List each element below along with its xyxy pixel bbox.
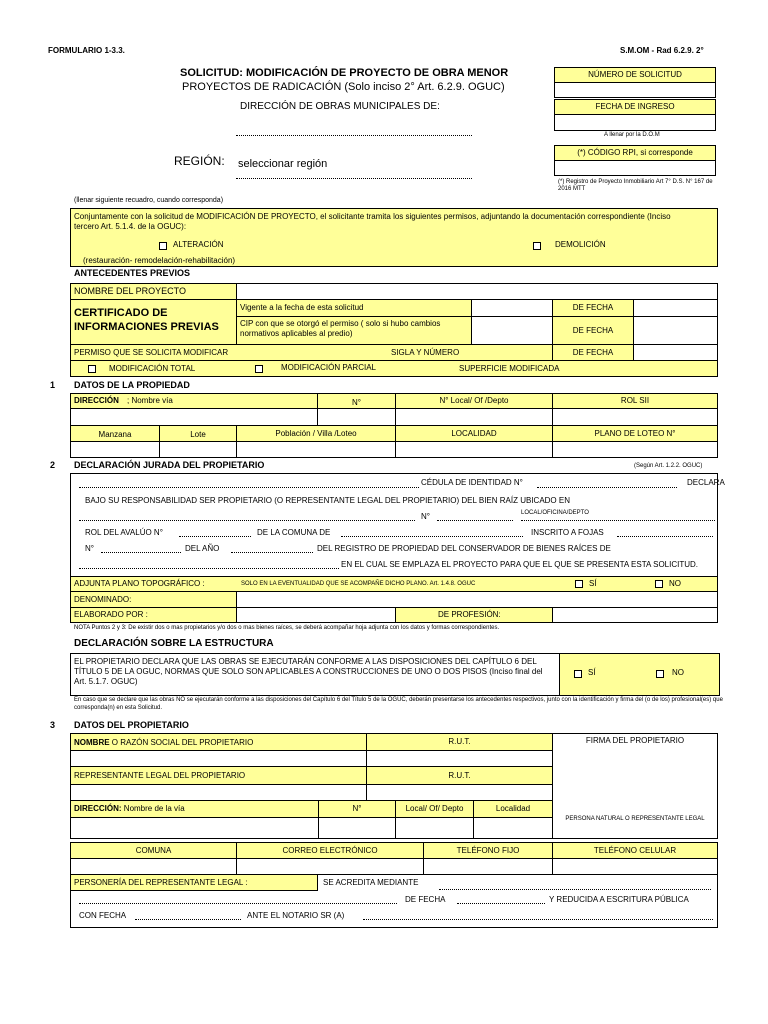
cip-vigente-fecha-field[interactable] [633,299,718,317]
cip-otorgo-fecha-label: DE FECHA [552,316,634,345]
cedula-line[interactable] [537,487,677,488]
cedula-label: CÉDULA DE IDENTIDAD N° [421,478,523,487]
local-propietario-field[interactable] [395,817,474,839]
section-3-number: 3 [50,720,56,730]
sigla-numero-label: SIGLA Y NÚMERO [391,348,460,357]
localidad-propietario-field[interactable] [473,817,553,839]
acredita-line[interactable] [439,889,711,890]
superficie-label: SUPERFICIE MODIFICADA [459,364,560,373]
firma-propietario-box[interactable] [552,733,718,839]
nombre-proyecto-label: NOMBRE DEL PROYECTO [70,283,237,300]
emplaza-text: EN EL CUAL SE EMPLAZA EL PROYECTO PARA QUE EL QUE SE PRESENTA ESTA SOLICITUD. [341,560,698,569]
rut-representante-field[interactable] [366,784,553,801]
direccion-bold: DIRECCIÓN: [74,804,122,813]
segun-note: (Según Art. 1.2.2. OGUC) [634,463,703,469]
rut-representante-label: R.U.T. [366,766,553,785]
fecha-ingreso-field[interactable] [554,114,716,131]
bajo-responsabilidad-text: BAJO SU RESPONSABILIDAD SER PROPIETARIO (O REPRESENTANTE LEGAL DEL PROPIETARIO) DEL BIEN RAÍZ UBICADO EN [85,496,570,505]
anio-line[interactable] [231,552,313,553]
nombre-via-label: ; Nombre vía [127,396,173,405]
comuna-label: DE LA COMUNA DE [257,528,331,537]
plano-si-checkbox[interactable] [575,580,583,588]
nota-puntos: NOTA Puntos 2 y 3: De existir dos o mas propietarios y/o dos o mas bienes raíces, se deberá acompañar hoja adjunta con los datos y formas correspondientes. [74,625,500,631]
cip-otorgo-fecha-field[interactable] [633,316,718,345]
personeria-fecha-line[interactable] [457,903,545,904]
declarante-line[interactable] [79,487,419,488]
plano-topografico-row [70,576,718,592]
telefono-celular-label: TELÉFONO CELULAR [552,842,718,859]
estructura-si-checkbox[interactable] [574,670,582,678]
section-3-title: DATOS DEL PROPIETARIO [74,720,189,730]
codigo-rpi-label: (*) CÓDIGO RPI, si corresponde [554,145,716,161]
con-fecha-line[interactable] [135,919,241,920]
declara-label: DECLARA [687,478,725,487]
denominado-label: DENOMINADO: [70,591,237,608]
direccion-propietario-label [70,800,319,818]
form-reference: S.M.OM - Rad 6.2.9. 2° [620,46,704,55]
nombre-bold: NOMBRE [74,738,110,747]
notario-line[interactable] [363,919,713,920]
estructura-no-label: NO [672,668,684,677]
nombre-via-prop-label: Nombre de la vía [121,804,185,813]
mod-parcial-checkbox[interactable] [255,365,263,373]
numero-field[interactable] [317,408,396,426]
numero-label: N° [317,393,396,409]
codigo-rpi-field[interactable] [554,160,716,176]
section-2-number: 2 [50,460,56,470]
poblacion-label: Población / Villa /Loteo [236,425,396,442]
lote-field[interactable] [159,441,237,458]
local-field[interactable] [395,408,553,426]
direccion-label-cell [70,393,318,409]
inscrito-fojas-label: INSCRITO A FOJAS [531,528,604,537]
notario-label: ANTE EL NOTARIO SR (A) [247,911,345,920]
persona-natural-label: PERSONA NATURAL O REPRESENTANTE LEGAL [565,816,705,822]
local-propietario-label: Local/ Of/ Depto [395,800,474,818]
razon-social-label: O RAZÓN SOCIAL DEL PROPIETARIO [109,738,254,747]
estructura-note: En caso que se declare que las obras NO se ejecutarán conforme a las disposiciones del Capítulo 6 del Título 5 de la OGUC, deberán presentarse los antecedentes respectivos, junto con la identificación y firma del (o de los) profesional(es) que corresponda(n) en esta Solicitud. [74,697,723,711]
estructura-no-checkbox[interactable] [656,670,664,678]
permiso-modificar-row [70,344,553,361]
fojas-line[interactable] [617,536,713,537]
cip-otorgo-field[interactable] [471,316,553,345]
mod-total-checkbox[interactable] [88,365,96,373]
profesion-field[interactable] [552,607,718,623]
form-subtitle: PROYECTOS DE RADICACIÓN (Solo inciso 2° Art. 6.2.9. OGUC) [182,81,505,93]
acredita-line-2[interactable] [79,903,397,904]
modificacion-row [70,360,718,377]
elaborado-field[interactable] [236,607,396,623]
local-label: N° Local/ Of /Depto [395,393,553,409]
rpi-footnote: (*) Registro de Proyecto Inmobiliario Art 7° D.S. N° 167 de 2016 MTT [558,179,713,192]
ubicacion-n-label: N° [421,512,430,521]
fecha-ingreso-label: FECHA DE INGRESO [554,99,716,115]
permisos-hint: (llenar siguiente recuadro, cuando corresponda) [74,197,224,204]
profesion-label: DE PROFESIÓN: [395,607,553,623]
permiso-modificar-label: PERMISO QUE SE SOLICITA MODIFICAR [74,348,229,357]
numero-solicitud-label: NÚMERO DE SOLICITUD [554,67,716,83]
alteracion-label: ALTERACIÓN [173,240,224,249]
ubicacion-n-line[interactable] [437,520,513,521]
comuna-line[interactable] [341,536,523,537]
cip-vigente-label: Vigente a la fecha de esta solicitud [236,299,472,317]
declaracion-box [70,473,725,577]
plano-topografico-label: ADJUNTA PLANO TOPOGRÁFICO : [74,579,205,588]
permisos-box [70,208,718,267]
rut-propietario-label: R.U.T. [366,733,553,751]
elaborado-label: ELABORADO POR : [70,607,237,623]
telefono-celular-field[interactable] [552,858,718,875]
section-1-number: 1 [50,380,56,390]
estructura-options [559,653,720,696]
dom-input-line[interactable] [236,135,472,136]
telefono-fijo-field[interactable] [423,858,553,875]
antecedentes-title: ANTECEDENTES PREVIOS [74,268,191,278]
poblacion-field[interactable] [236,441,396,458]
plano-topografico-note: SOLO EN LA EVENTUALIDAD QUE SE ACOMPAÑE DICHO PLANO. Art. 1.4.8. OGUC [241,581,476,587]
permiso-fecha-label: DE FECHA [552,344,634,361]
n-propietario-field[interactable] [318,817,396,839]
mod-total-label: MODIFICACIÓN TOTAL [109,364,196,373]
region-line [236,178,472,179]
localidad-label: LOCALIDAD [395,425,553,442]
dom-label: DIRECCIÓN DE OBRAS MUNICIPALES DE: [240,101,440,112]
numero-solicitud-field[interactable] [554,82,716,98]
mod-parcial-label: MODIFICACIÓN PARCIAL [281,363,376,372]
n2-line[interactable] [101,552,181,553]
section-1-title: DATOS DE LA PROPIEDAD [74,380,190,390]
nombre-propietario-field[interactable] [70,750,367,767]
plano-no-checkbox[interactable] [655,580,663,588]
demolicion-checkbox[interactable] [533,242,541,250]
telefono-fijo-label: TELÉFONO FIJO [423,842,553,859]
rol-avaluo-label: ROL DEL AVALÚO N° [85,528,163,537]
acredita-label: SE ACREDITA MEDIANTE [323,878,419,887]
manzana-field[interactable] [70,441,160,458]
localidad-field[interactable] [395,441,553,458]
cip-vigente-fecha-label: DE FECHA [552,299,634,317]
restauracion-label: (restauración- remodelación-rehabilitación) [83,256,236,265]
correo-label: CORREO ELECTRÓNICO [236,842,424,859]
rol-sii-field[interactable] [552,408,718,426]
del-anio-label: DEL AÑO [185,544,220,553]
local-oficina-label: LOCAL/OFICINA/DEPTO [521,510,589,516]
representante-label: REPRESENTANTE LEGAL DEL PROPIETARIO [70,766,367,785]
plano-no-label: NO [669,579,681,588]
manzana-label: Manzana [70,425,160,442]
direccion-propietario-field[interactable] [70,817,319,839]
n-propietario-label: N° [318,800,396,818]
conservador-line[interactable] [79,568,339,569]
comuna-label: COMUNA [70,842,237,859]
demolicion-label: DEMOLICIÓN [555,240,606,249]
nombre-propietario-label [70,733,367,751]
form-title: SOLICITUD: MODIFICACIÓN DE PROYECTO DE OBRA MENOR [180,67,509,79]
cip-vigente-field[interactable] [471,299,553,317]
ubicacion-line[interactable] [79,520,415,521]
plano-loteo-label: PLANO DE LOTEO N° [552,425,718,442]
personeria-de-fecha-label: DE FECHA [405,895,446,904]
nombre-proyecto-field[interactable] [236,283,718,300]
estructura-box [70,653,718,696]
reducida-label: Y REDUCIDA A ESCRITURA PÚBLICA [549,895,689,904]
alteracion-checkbox[interactable] [159,242,167,250]
region-label: REGIÓN: [174,154,225,168]
plano-loteo-field[interactable] [552,441,718,458]
estructura-text: EL PROPIETARIO DECLARA QUE LAS OBRAS SE EJECUTARÁN CONFORME A LAS DISPOSICIONES DEL CAPÍTULO 6 DEL TÍTULO 5 DE LA OGUC, NORMAS QUE SOLO SON APLICABLES A CONSTRUCCIONES DE UNO O DOS PISOS (Inciso final del Art. 5.1.7. OGUC) [74,657,543,686]
n2-label: N° [85,544,94,553]
permiso-fecha-field[interactable] [633,344,718,361]
cip-otorgo-label: CIP con que se otorgó el permiso ( solo si hubo cambios normativos aplicables al predio) [236,316,472,345]
direccion-field[interactable] [70,408,318,426]
llenar-dom-note: A llenar por la D.O.M [604,132,660,138]
local-oficina-line[interactable] [521,520,715,521]
rol-sii-label: ROL SII [552,393,718,409]
denominado-field[interactable] [236,591,718,608]
personeria-label: PERSONERÍA DEL REPRESENTANTE LEGAL : [70,874,318,891]
con-fecha-label: CON FECHA [79,911,127,920]
estructura-si-label: SÍ [588,668,596,677]
direccion-label: DIRECCIÓN [74,396,119,405]
permisos-text: Conjuntamente con la solicitud de MODIFICACIÓN DE PROYECTO, el solicitante tramita los siguientes permisos, adjuntando la documentación correspondiente (Inciso tercero Art. 5.1.4. de la OGUC): [74,212,671,231]
plano-si-label: SÍ [589,579,597,588]
firma-label: FIRMA DEL PROPIETARIO [585,736,685,745]
cip-label: CERTIFICADO DE INFORMACIONES PREVIAS [70,299,237,345]
registro-text: DEL REGISTRO DE PROPIEDAD DEL CONSERVADOR DE BIENES RAÍCES DE [317,544,611,553]
correo-field[interactable] [236,858,424,875]
representante-field[interactable] [70,784,367,801]
form-code: FORMULARIO 1-3.3. [48,46,125,55]
rut-propietario-field[interactable] [366,750,553,767]
personeria-box [70,874,718,928]
estructura-title: DECLARACIÓN SOBRE LA ESTRUCTURA [74,638,274,649]
region-select[interactable]: seleccionar región [238,158,328,170]
lote-label: Lote [159,425,237,442]
rol-avaluo-line[interactable] [179,536,251,537]
localidad-propietario-label: Localidad [473,800,553,818]
comuna-field[interactable] [70,858,237,875]
section-2-title: DECLARACIÓN JURADA DEL PROPIETARIO [74,460,265,470]
